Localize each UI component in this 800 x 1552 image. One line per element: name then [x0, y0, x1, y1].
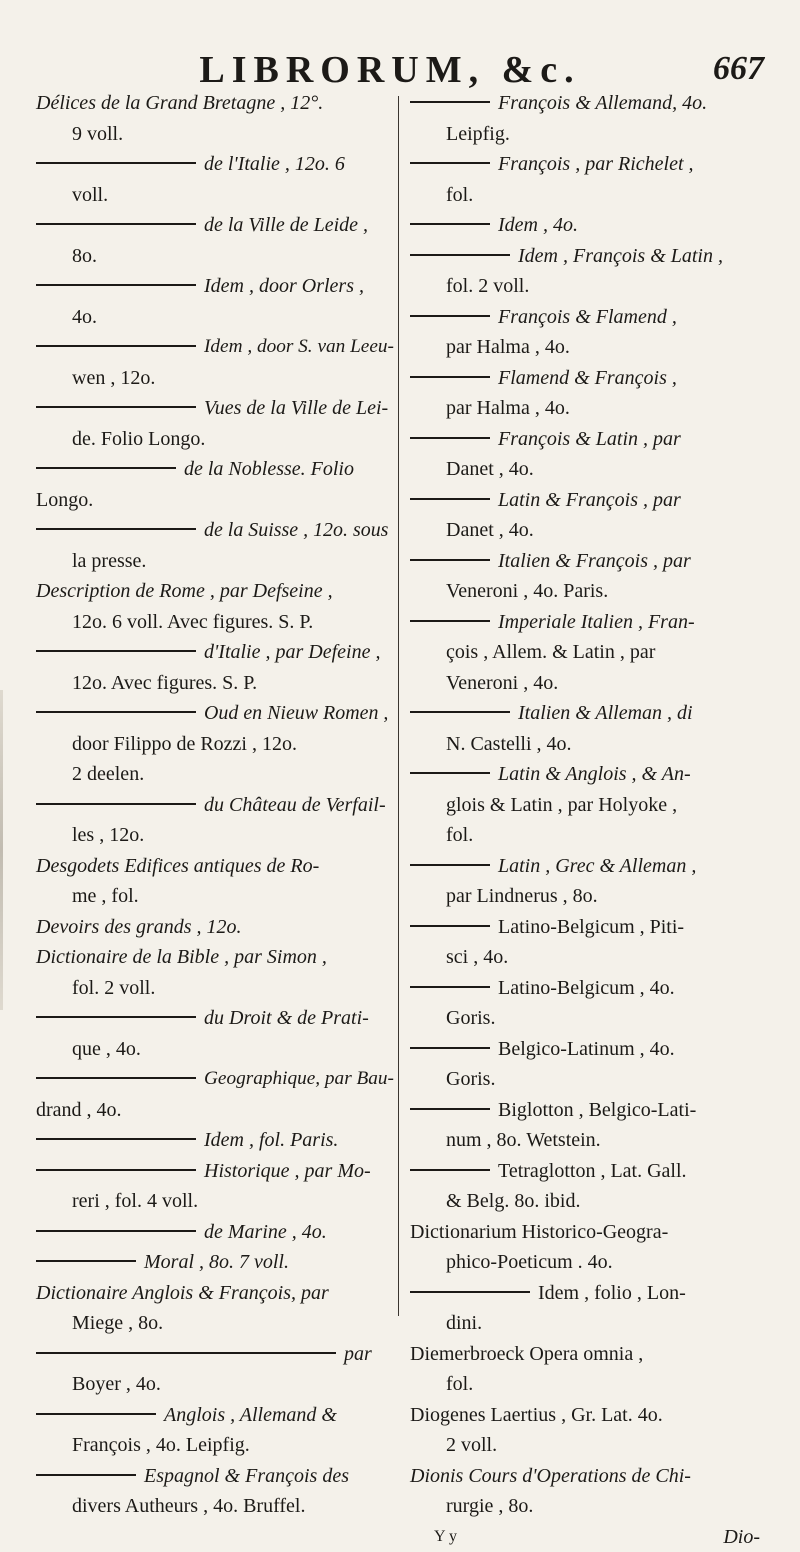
catalog-line: [410, 1278, 780, 1309]
entry-text: de la Noblesse. Folio: [184, 458, 354, 480]
catalog-line: [36, 119, 388, 150]
catalog-line: [36, 546, 388, 577]
ditto-dash: [410, 1169, 490, 1171]
entry-text: fol.: [446, 1373, 473, 1395]
ditto-dash: [410, 925, 490, 927]
catalog-line: [410, 759, 780, 790]
entry-text: drand , 4o.: [36, 1099, 122, 1121]
ditto-dash: [36, 1016, 196, 1018]
catalog-line: [410, 210, 780, 241]
catalog-line: [410, 180, 780, 211]
entry-text: Historique , par Mo-: [204, 1160, 371, 1182]
entry-text: glois & Latin , par Holyoke ,: [446, 794, 677, 816]
ditto-dash: [410, 986, 490, 988]
catalog-line: [36, 729, 388, 760]
entry-text: de la Suisse , 12o. sous: [204, 519, 388, 541]
catalog-line: [410, 851, 780, 882]
binding-shadow: [0, 690, 3, 1010]
entry-text: la presse.: [72, 550, 146, 572]
catalog-line: [36, 820, 388, 851]
entry-text: Boyer , 4o.: [72, 1373, 161, 1395]
ditto-dash: [36, 1413, 156, 1415]
entry-text: Idem , François & Latin ,: [518, 245, 723, 267]
entry-text: Idem , door Orlers ,: [204, 275, 364, 297]
ditto-dash: [410, 559, 490, 561]
entry-text: Moral , 8o. 7 voll.: [144, 1251, 289, 1273]
catalog-line: [410, 1217, 780, 1248]
catalog-line: [410, 424, 780, 455]
catalog-line: [36, 851, 388, 882]
entry-text: Biglotton , Belgico-Lati-: [498, 1099, 696, 1121]
entry-text: Diemerbroeck Opera omnia ,: [410, 1343, 643, 1365]
catalog-line: [410, 790, 780, 821]
entry-text: de Marine , 4o.: [204, 1221, 327, 1243]
entry-text: Latino-Belgicum , 4o.: [498, 977, 675, 999]
entry-text: Goris.: [446, 1068, 495, 1090]
entry-text: Latin & François , par: [498, 489, 681, 511]
entry-text: Leipfig.: [446, 123, 510, 145]
catalog-line: [36, 1400, 388, 1431]
catalog-line: [36, 149, 388, 180]
entry-text: Danet , 4o.: [446, 519, 534, 541]
entry-text: par Halma , 4o.: [446, 397, 570, 419]
ditto-dash: [36, 223, 196, 225]
ditto-dash: [410, 254, 510, 256]
catalog-line: [410, 332, 780, 363]
entry-text: François , 4o. Leipfig.: [72, 1434, 250, 1456]
entry-text: de l'Italie , 12o. 6: [204, 153, 345, 175]
entry-text: François , par Richelet ,: [498, 153, 694, 175]
entry-text: N. Castelli , 4o.: [446, 733, 572, 755]
catalog-line: [410, 119, 780, 150]
entry-text: par Lindnerus , 8o.: [446, 885, 598, 907]
entry-text: Danet , 4o.: [446, 458, 534, 480]
catalog-line: [36, 942, 388, 973]
entry-text: num , 8o. Wetstein.: [446, 1129, 601, 1151]
catalog-line: [410, 1095, 780, 1126]
catalog-line: [36, 302, 388, 333]
running-title: LIBRORUM, &c.: [60, 48, 720, 92]
entry-text: Délices de la Grand Bretagne , 12°.: [36, 92, 323, 114]
catalog-line: [410, 607, 780, 638]
page-number: 667: [713, 50, 764, 88]
catalog-line: [36, 1125, 388, 1156]
ditto-dash: [36, 1260, 136, 1262]
catalog-line: [410, 942, 780, 973]
catalog-line: [410, 546, 780, 577]
catalog-line: [36, 576, 388, 607]
entry-text: door Filippo de Rozzi , 12o.: [72, 733, 297, 755]
catalog-line: [36, 424, 388, 455]
ditto-dash: [410, 1291, 530, 1293]
catalog-line: [410, 1430, 780, 1461]
catalog-line: [410, 149, 780, 180]
entry-text: Dionis Cours d'Operations de Chi-: [410, 1465, 691, 1487]
catalog-line: [36, 363, 388, 394]
entry-text: Flamend & François ,: [498, 367, 677, 389]
ditto-dash: [410, 498, 490, 500]
ditto-dash: [410, 223, 490, 225]
ditto-dash: [36, 345, 196, 347]
entry-text: François & Flamend ,: [498, 306, 677, 328]
catalog-line: [410, 1186, 780, 1217]
catalog-line: [36, 1430, 388, 1461]
catalog-line: [36, 210, 388, 241]
entry-text: de la Ville de Leide ,: [204, 214, 368, 236]
entry-text: dini.: [446, 1312, 482, 1334]
entry-text: 9 voll.: [72, 123, 123, 145]
catalog-line: [410, 729, 780, 760]
entry-text: me , fol.: [72, 885, 139, 907]
entry-text: François & Latin , par: [498, 428, 681, 450]
ditto-dash: [36, 803, 196, 805]
ditto-dash: [410, 864, 490, 866]
catalog-line: [36, 88, 388, 119]
entry-text: que , 4o.: [72, 1038, 141, 1060]
catalog-line: [410, 881, 780, 912]
catalog-line: [410, 576, 780, 607]
entry-text: par: [344, 1343, 372, 1365]
catalog-line: [36, 1156, 388, 1187]
catalog-line: [410, 1461, 780, 1492]
entry-text: fol.: [446, 824, 473, 846]
ditto-dash: [410, 315, 490, 317]
signature-mark: Y y: [434, 1522, 457, 1552]
entry-text: fol. 2 voll.: [72, 977, 155, 999]
ditto-dash: [36, 1230, 196, 1232]
ditto-dash: [410, 711, 510, 713]
catalog-line: [36, 515, 388, 546]
entry-text: 2 voll.: [446, 1434, 497, 1456]
entry-text: Veneroni , 4o.: [446, 672, 558, 694]
catalog-line: [410, 302, 780, 333]
ditto-dash: [36, 1077, 196, 1079]
entry-text: par Halma , 4o.: [446, 336, 570, 358]
catalog-line: [36, 1461, 388, 1492]
catalog-line: [410, 241, 780, 272]
entry-text: Geographique, par Bau-: [204, 1068, 394, 1089]
entry-text: & Belg. 8o. ibid.: [446, 1190, 580, 1212]
entry-text: Anglois , Allemand &: [164, 1404, 337, 1426]
entry-text: Dictionaire de la Bible , par Simon ,: [36, 946, 327, 968]
entry-text: Dictionaire Anglois & François, par: [36, 1282, 329, 1304]
entry-text: phico-Poeticum . 4o.: [446, 1251, 613, 1273]
ditto-dash: [410, 1047, 490, 1049]
ditto-dash: [410, 437, 490, 439]
ditto-dash: [36, 284, 196, 286]
entry-text: voll.: [72, 184, 108, 206]
entry-text: Latin , Grec & Alleman ,: [498, 855, 696, 877]
entry-text: du Droit & de Prati-: [204, 1007, 369, 1029]
ditto-dash: [410, 1108, 490, 1110]
entry-text: Idem , door S. van Leeu-: [204, 336, 394, 357]
entry-text: 12o. Avec figures. S. P.: [72, 672, 257, 694]
catalog-line: [410, 515, 780, 546]
left-column: [36, 88, 388, 1522]
catalog-line: [36, 1247, 388, 1278]
right-column: [410, 88, 780, 1552]
page-header: [0, 4, 800, 90]
entry-text: Dictionarium Historico-Geogra-: [410, 1221, 668, 1243]
ditto-dash: [36, 1138, 196, 1140]
catchword: Dio-: [723, 1522, 760, 1552]
entry-text: rurgie , 8o.: [446, 1495, 533, 1517]
ditto-dash: [410, 162, 490, 164]
ditto-dash: [36, 650, 196, 652]
entry-text: Latin & Anglois , & An-: [498, 763, 691, 785]
entry-text: Idem , fol. Paris.: [204, 1129, 338, 1151]
catalog-line: [36, 393, 388, 424]
entry-text: Belgico-Latinum , 4o.: [498, 1038, 675, 1060]
catalog-line: [36, 1369, 388, 1400]
catalog-line: [36, 1278, 388, 1309]
entry-text: reri , fol. 4 voll.: [72, 1190, 198, 1212]
entry-text: 2 deelen.: [72, 763, 144, 785]
ditto-dash: [36, 1474, 136, 1476]
entry-text: Italien & Alleman , di: [518, 702, 693, 724]
catalog-line: [36, 1003, 388, 1034]
catalog-line: [36, 881, 388, 912]
catalog-line: [410, 393, 780, 424]
entry-text: sci , 4o.: [446, 946, 508, 968]
entry-text: Oud en Nieuw Romen ,: [204, 702, 388, 724]
ditto-dash: [36, 406, 196, 408]
page-footer: [410, 1522, 780, 1552]
entry-text: Espagnol & François des: [144, 1465, 349, 1487]
entry-text: d'Italie , par Defeine ,: [204, 641, 380, 663]
catalog-line: [36, 1095, 388, 1126]
entry-text: Tetraglotton , Lat. Gall.: [498, 1160, 687, 1182]
ditto-dash: [36, 528, 196, 530]
entry-text: les , 12o.: [72, 824, 144, 846]
catalog-line: [36, 759, 388, 790]
entry-text: fol. 2 voll.: [446, 275, 529, 297]
catalog-line: [36, 1308, 388, 1339]
catalog-line: [36, 180, 388, 211]
entry-text: de. Folio Longo.: [72, 428, 205, 450]
entry-text: Goris.: [446, 1007, 495, 1029]
catalog-line: [36, 637, 388, 668]
ditto-dash: [410, 101, 490, 103]
catalog-line: [410, 820, 780, 851]
catalog-line: [36, 332, 388, 363]
catalog-line: [410, 1308, 780, 1339]
entry-text: Idem , folio , Lon-: [538, 1282, 686, 1304]
catalog-line: [410, 1064, 780, 1095]
catalog-line: [410, 1003, 780, 1034]
catalog-line: [36, 241, 388, 272]
catalog-line: [410, 912, 780, 943]
catalog-line: [36, 973, 388, 1004]
catalog-line: [410, 637, 780, 668]
ditto-dash: [36, 1352, 336, 1354]
entry-text: Desgodets Edifices antiques de Ro-: [36, 855, 319, 877]
catalog-line: [410, 271, 780, 302]
catalog-line: [410, 363, 780, 394]
ditto-dash: [410, 376, 490, 378]
entry-text: François & Allemand, 4o.: [498, 92, 707, 114]
catalog-line: [36, 1186, 388, 1217]
ditto-dash: [36, 467, 176, 469]
entry-text: wen , 12o.: [72, 367, 155, 389]
entry-text: Latino-Belgicum , Piti-: [498, 916, 684, 938]
ditto-dash: [36, 162, 196, 164]
ditto-dash: [36, 711, 196, 713]
catalog-line: [36, 485, 388, 516]
catalog-line: [410, 668, 780, 699]
catalog-line: [410, 1034, 780, 1065]
ditto-dash: [36, 1169, 196, 1171]
catalog-line: [410, 973, 780, 1004]
catalog-line: [410, 1339, 780, 1370]
catalog-line: [410, 1369, 780, 1400]
entry-text: Italien & François , par: [498, 550, 691, 572]
catalog-line: [410, 698, 780, 729]
catalog-line: [36, 668, 388, 699]
catalog-line: [36, 790, 388, 821]
entry-text: divers Autheurs , 4o. Bruffel.: [72, 1495, 306, 1517]
catalog-line: [410, 88, 780, 119]
catalog-line: [36, 607, 388, 638]
entry-text: Devoirs des grands , 12o.: [36, 916, 242, 938]
entry-text: çois , Allem. & Latin , par: [446, 641, 655, 663]
catalog-line: [36, 1064, 388, 1095]
catalog-line: [410, 1400, 780, 1431]
entry-text: 8o.: [72, 245, 97, 267]
entry-text: Imperiale Italien , Fran-: [498, 611, 695, 633]
entry-text: Idem , 4o.: [498, 214, 578, 236]
catalog-line: [410, 1491, 780, 1522]
catalog-line: [410, 454, 780, 485]
catalog-line: [36, 1217, 388, 1248]
catalog-line: [410, 485, 780, 516]
catalog-line: [36, 1034, 388, 1065]
catalog-line: [36, 454, 388, 485]
catalog-line: [36, 698, 388, 729]
entry-text: 12o. 6 voll. Avec figures. S. P.: [72, 611, 313, 633]
catalog-line: [410, 1125, 780, 1156]
catalog-line: [410, 1156, 780, 1187]
ditto-dash: [410, 620, 490, 622]
entry-text: 4o.: [72, 306, 97, 328]
entry-text: Description de Rome , par Defseine ,: [36, 580, 333, 602]
entry-text: Diogenes Laertius , Gr. Lat. 4o.: [410, 1404, 663, 1426]
column-divider: [398, 96, 399, 1316]
catalog-line: [36, 1491, 388, 1522]
ditto-dash: [410, 772, 490, 774]
entry-text: du Château de Verfail-: [204, 794, 386, 816]
entry-text: fol.: [446, 184, 473, 206]
entry-text: Vues de la Ville de Lei-: [204, 397, 388, 419]
entry-text: Longo.: [36, 489, 93, 511]
entry-text: Veneroni , 4o. Paris.: [446, 580, 608, 602]
entry-text: Miege , 8o.: [72, 1312, 163, 1334]
catalog-line: [36, 1339, 388, 1370]
catalog-line: [36, 271, 388, 302]
catalog-line: [410, 1247, 780, 1278]
catalog-line: [36, 912, 388, 943]
